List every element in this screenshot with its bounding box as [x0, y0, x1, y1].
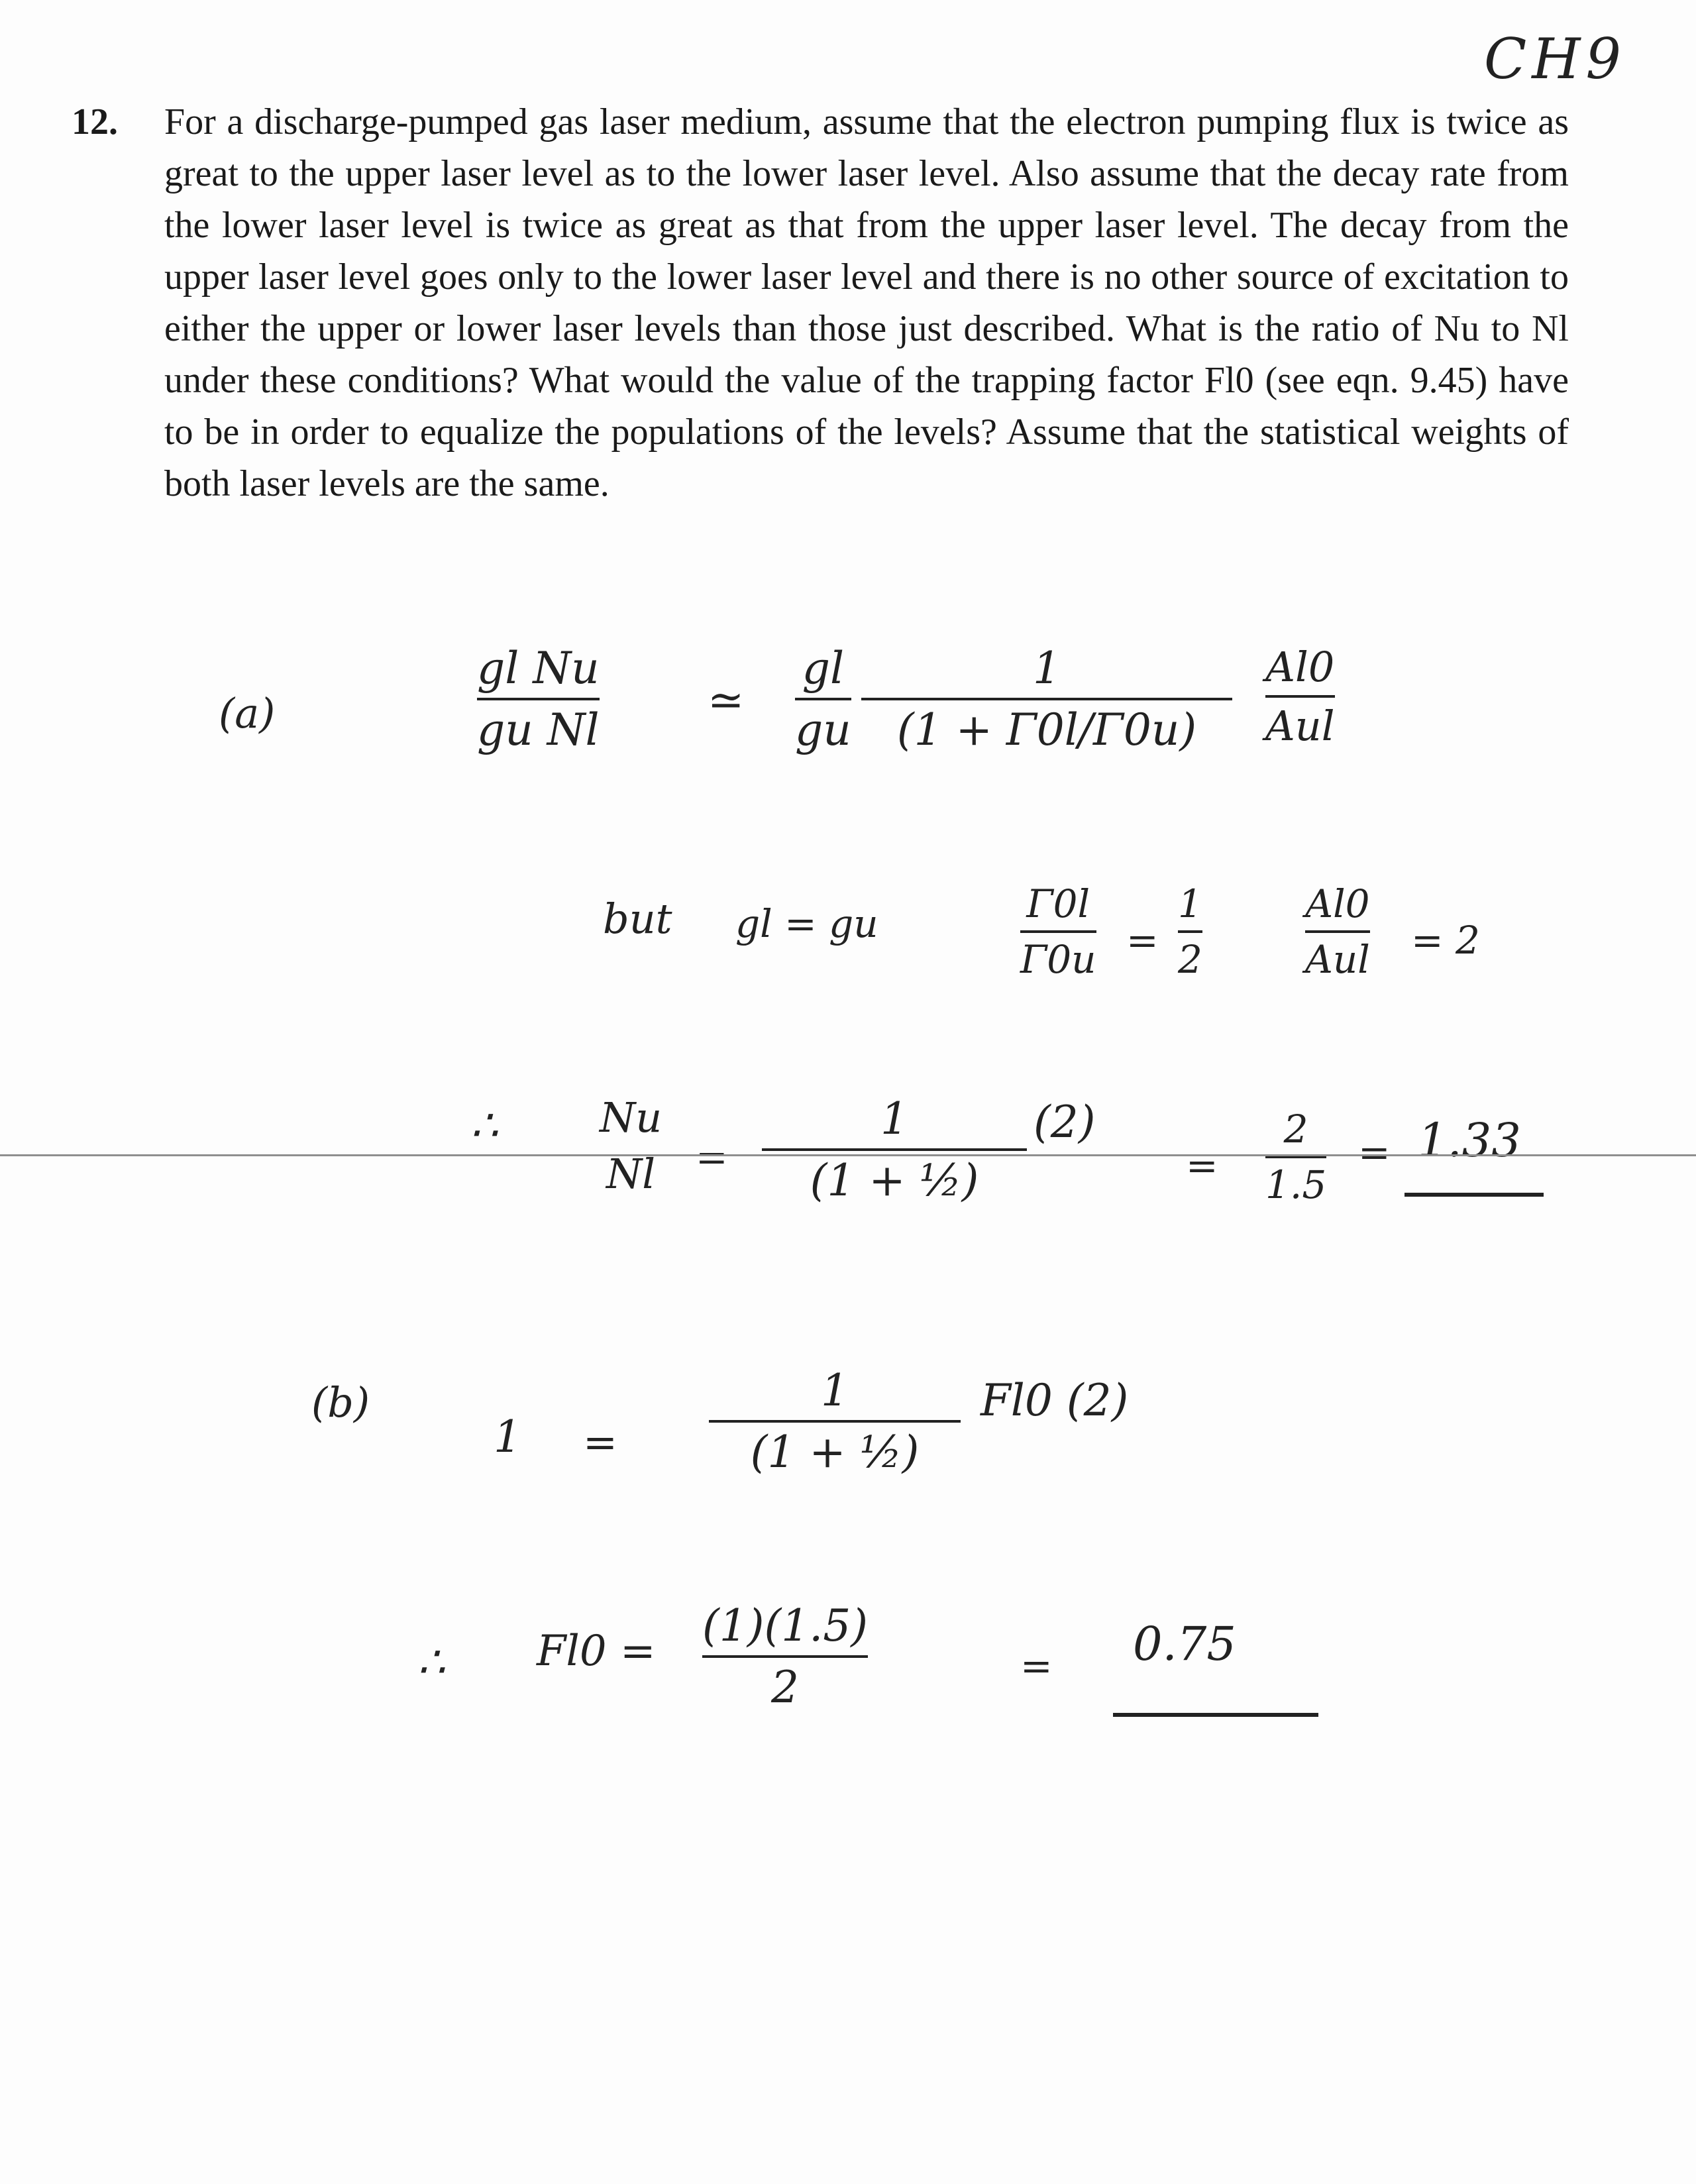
scan-line [0, 1154, 1696, 1156]
eq2-g-equal: gl = gu [735, 901, 878, 946]
part-b-lhs: 1 [494, 1411, 521, 1462]
part-b-f-lhs: Fl0 = [537, 1627, 656, 1676]
eq3-value-fraction: 2 1.5 [1265, 1107, 1327, 1207]
chapter-label: CH9 [1484, 27, 1626, 91]
eq2-gamma-fraction: Γ0l Γ0u [1020, 881, 1096, 982]
eq3-eq: = [696, 1134, 728, 1179]
part-a-label: (a) [219, 689, 276, 737]
part-b-result-underline [1113, 1713, 1318, 1717]
part-b-f-eq: = [1020, 1643, 1053, 1688]
eq3-factor: (2) [1034, 1097, 1096, 1148]
part-a-result: 1.33 [1418, 1113, 1521, 1168]
part-a-result-underline [1404, 1193, 1544, 1197]
problem-statement [72, 96, 1569, 510]
part-b-therefore: ∴ [417, 1637, 445, 1688]
part-b-f-fraction: (1)(1.5) 2 [702, 1600, 868, 1713]
eq3-mid-fraction: 1 (1 + ½) [762, 1093, 1027, 1206]
eq2-gamma-eq: = [1126, 918, 1159, 963]
part-b-factor: Fl0 (2) [980, 1375, 1129, 1426]
eq1-mid-fraction: 1 (1 + Γ0l/Γ0u) [861, 643, 1232, 755]
eq2-a-fraction: Al0 Aul [1305, 881, 1370, 982]
problem-number: 12. [72, 101, 118, 142]
eq1-lhs-fraction: gl Nu gu Nl [477, 643, 600, 755]
part-b-eq: = [583, 1418, 617, 1466]
eq3-lhs-fraction: Nu Nl [600, 1093, 662, 1198]
part-b-result: 0.75 [1133, 1617, 1236, 1671]
part-b-label: (b) [311, 1378, 370, 1427]
eq2-a-eq: = 2 [1411, 918, 1480, 963]
eq1-rhs-fraction: Al0 Aul [1265, 643, 1335, 750]
problem-text: For a discharge-pumped gas laser medium, assume that the electron pumping flux is twice as great to the upper laser level as to the lower laser level. Also assume that the decay rate from the lower laser level is twice as great as that from the upper laser level. The decay from the upper laser level goes only to the lower laser level and there is no other source of excitation to either the upper or lower laser levels than those just described. What is the ratio of Nu to Nl under these conditions? What would the value of the trapping factor Fl0 (see eqn. 9.45) have to be in order to equalize the populations of the levels? Assume that the statistical weights of both laser levels are the same. [164, 101, 1569, 504]
eq3-eq2: = [1186, 1143, 1218, 1188]
eq1-approx: ≃ [708, 675, 745, 726]
eq3-therefore: ∴ [470, 1100, 498, 1151]
eq3-eq3: = [1358, 1130, 1391, 1175]
eq2-gamma-value-fraction: 1 2 [1178, 881, 1202, 982]
eq2-but: but [603, 895, 672, 943]
eq1-coef-fraction: gl gu [795, 643, 851, 755]
part-b-mid-fraction: 1 (1 + ½) [709, 1365, 961, 1478]
